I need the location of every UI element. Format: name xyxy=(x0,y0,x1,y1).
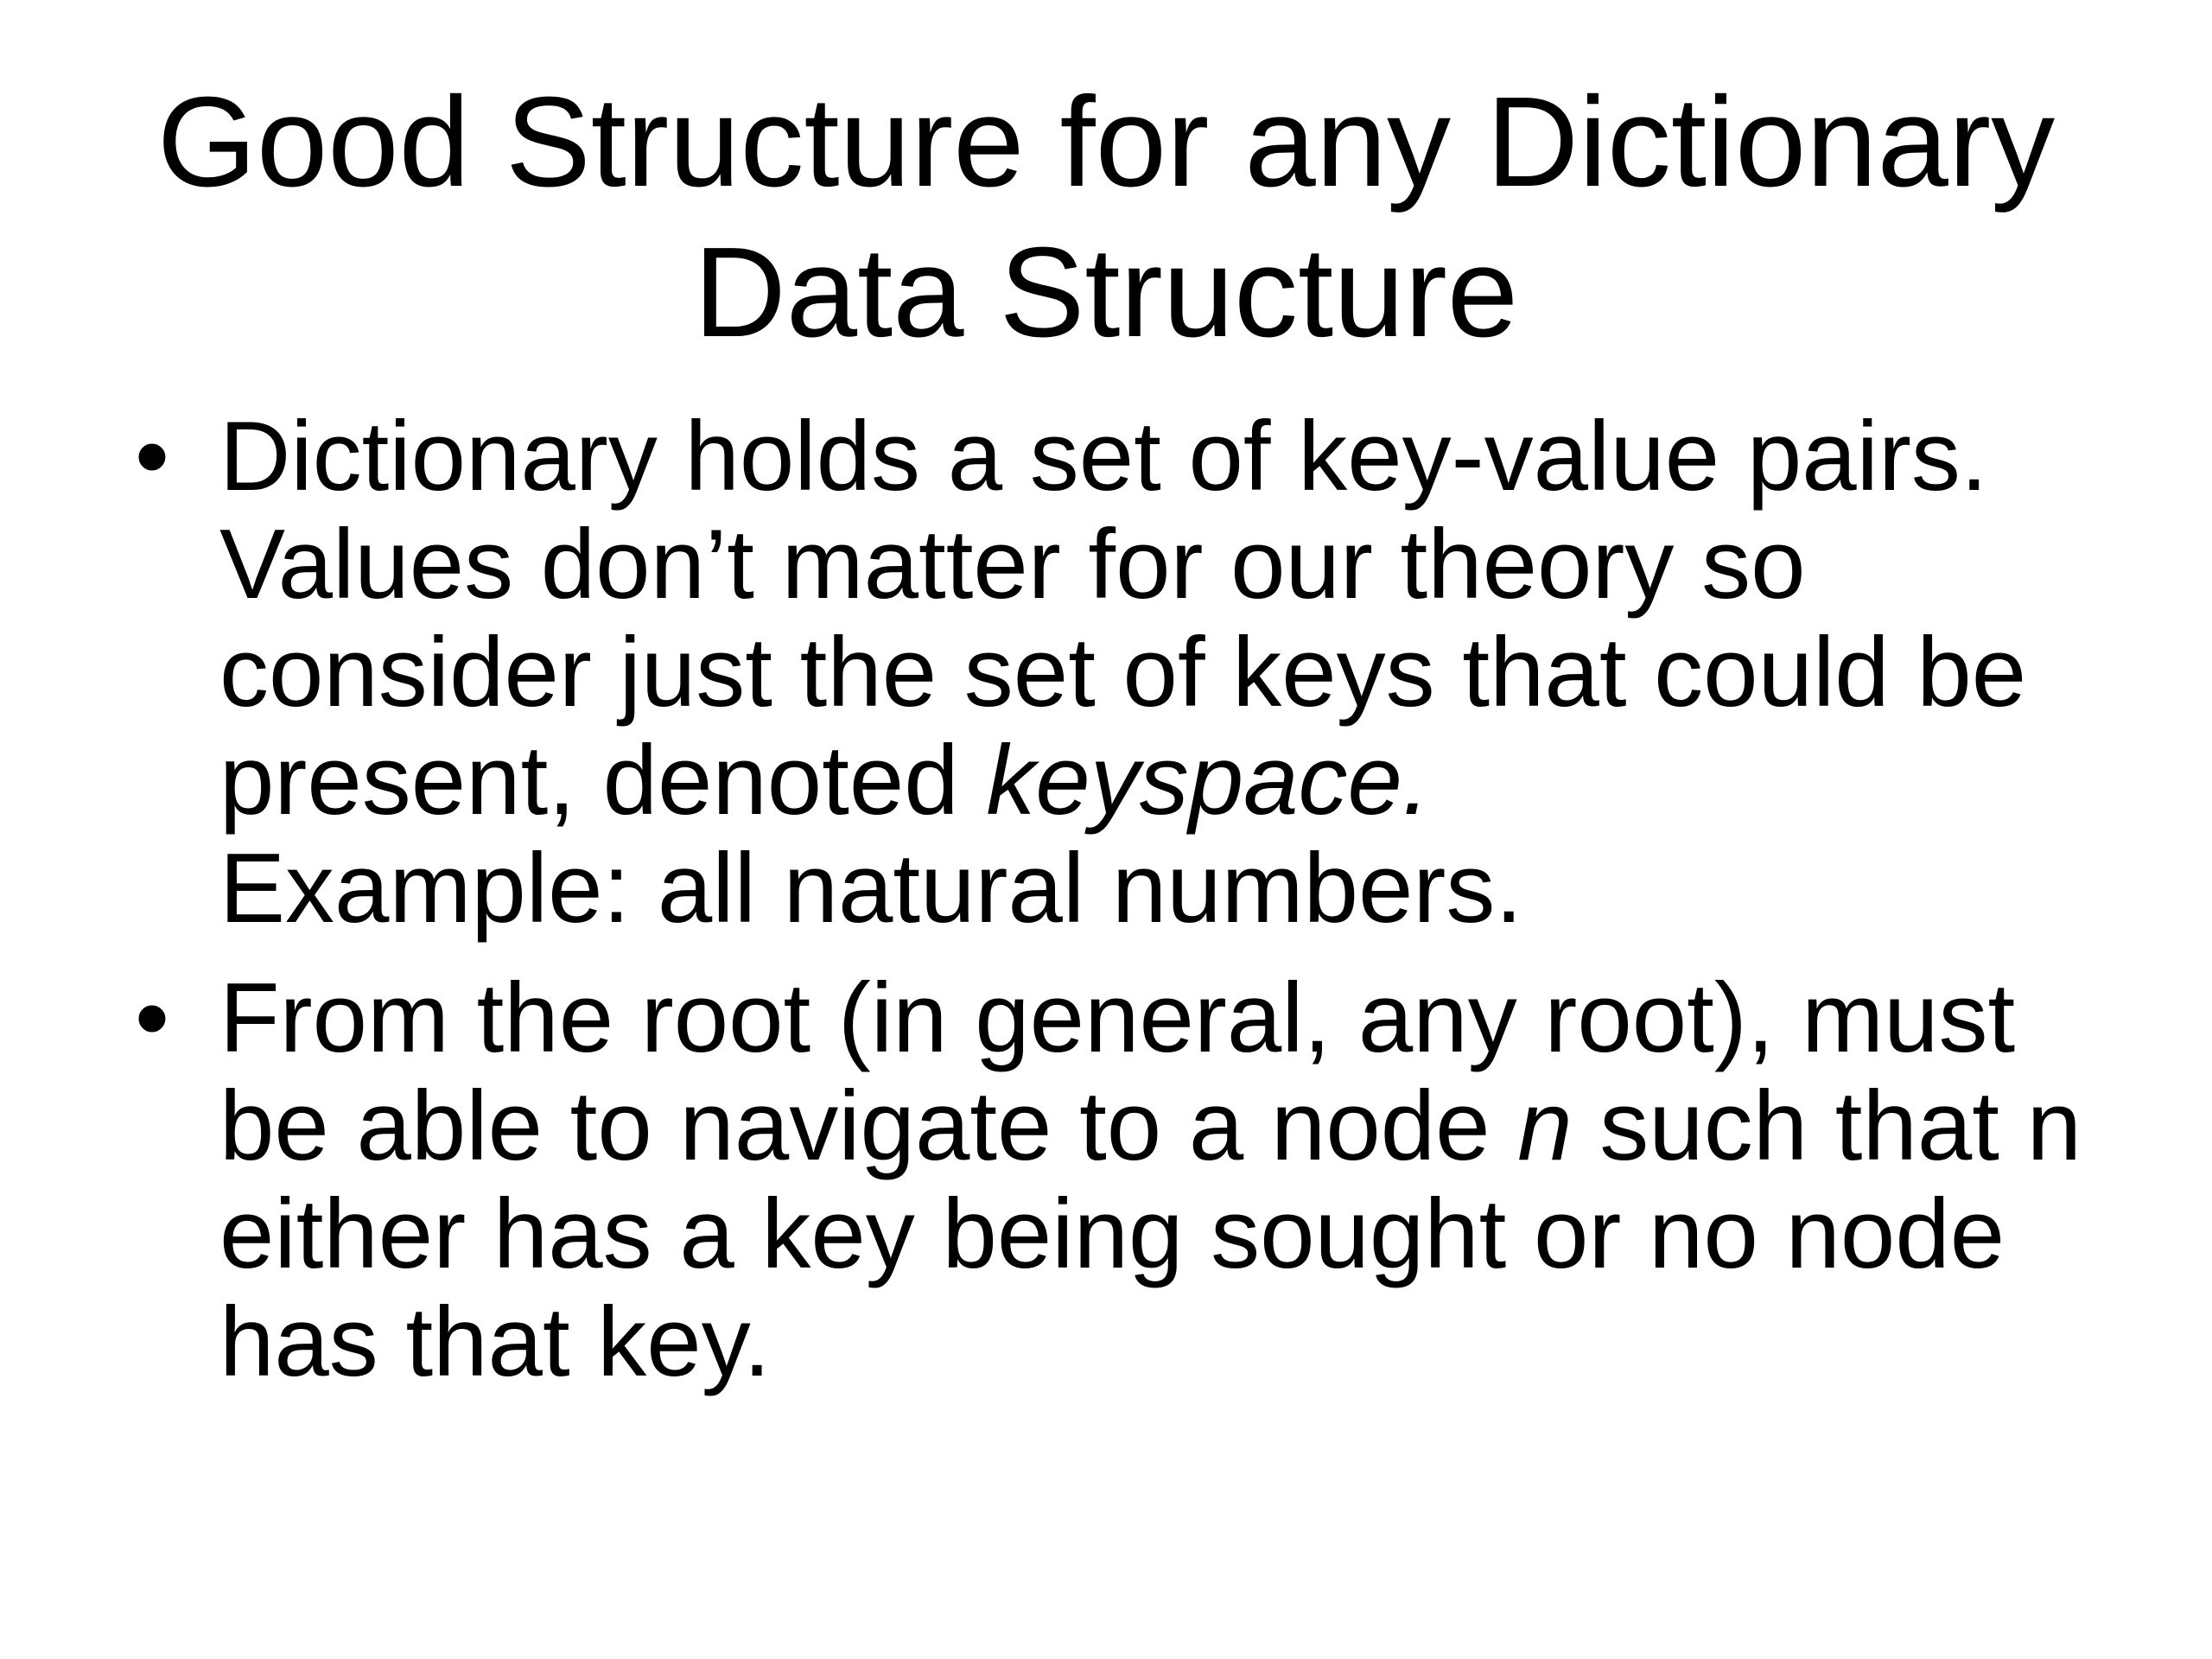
keyspace-term: keyspace. xyxy=(986,726,1430,836)
node-variable: n xyxy=(1517,1071,1573,1181)
bullet-item-navigation xyxy=(130,964,2117,1396)
bullet-2-line-2 xyxy=(219,1072,2117,1180)
bullet-1-line-4-text: present, denoted xyxy=(219,726,987,836)
bullet-1-line-5: Example: all natural numbers. xyxy=(219,834,1523,944)
bullet-1-line-1: Dictionary holds a set of key-value pairs. xyxy=(219,402,1988,512)
bullet-1-line-2: Values don’t matter for our theory so xyxy=(219,510,1806,620)
bullet-2-line-2-rest: such that n xyxy=(1572,1071,2082,1181)
slide-title xyxy=(0,67,2212,368)
bullet-marker: • xyxy=(135,963,169,1073)
bullet-list xyxy=(130,403,2117,1396)
slide-title-line-1: Good Structure for any Dictionary xyxy=(156,71,2056,213)
bullet-2-line-1: From the root (in general, any root), must xyxy=(219,963,2016,1073)
bullet-marker: • xyxy=(135,402,169,512)
bullet-item-keyspace xyxy=(130,403,2117,943)
bullet-2-line-4: has that key. xyxy=(219,1287,771,1397)
bullet-2-line-2-text: be able to navigate to a node xyxy=(219,1071,1518,1181)
bullet-2-line-3: either has a key being sought or no node xyxy=(219,1179,2005,1289)
bullet-1-line-4 xyxy=(219,727,2117,835)
slide-title-line-2: Data Structure xyxy=(693,221,1519,364)
bullet-1-line-3: consider just the set of keys that could be xyxy=(219,618,2027,728)
